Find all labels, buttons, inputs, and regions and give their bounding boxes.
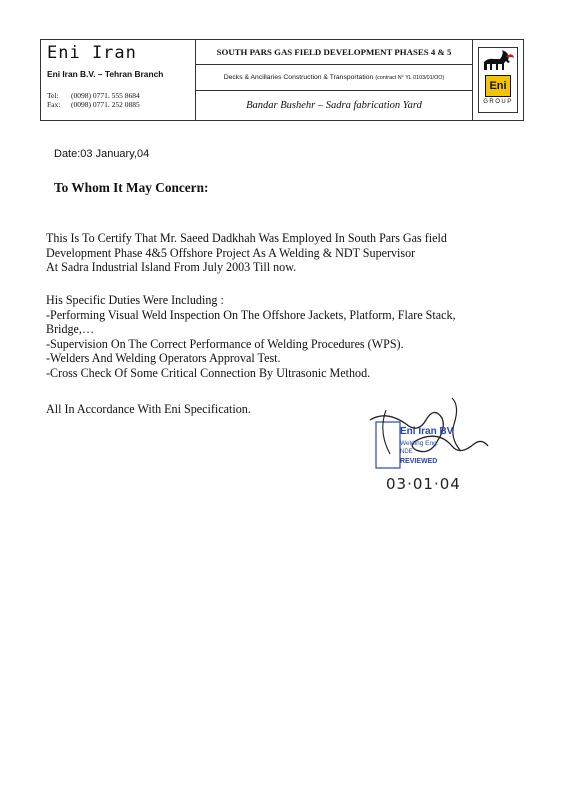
stamp-reviewed: REVIEWED [400,458,438,465]
company-block [41,40,196,120]
logo-text: Eni [489,80,507,92]
scope-text: Decks & Ancillaries Construction & Transportation [223,74,374,81]
paragraph-certification: This Is To Certify That Mr. Saeed Dadkhah Was Employed In South Pars Gas field Development Phase 4&5 Offshore Project As A Welding & NDT Supervisor At Sadra Industrial Island From July 2003 Till now. [46,231,447,274]
signature-stamp [356,380,516,510]
letterhead [40,39,524,121]
scope-row [196,65,472,91]
fax-value: (0098) 0771. 252 0885 [71,100,140,109]
handwritten-date: 03·01·04 [386,475,461,493]
logo-block [473,40,523,120]
logo-group: GROUP [483,99,513,105]
eni-badge [485,75,511,97]
branch-name: Eni Iran B.V. – Tehran Branch [47,69,164,79]
contract-number: (contract N° YL 0103/01/OO) [375,74,445,81]
company-title: Eni Iran [47,43,137,63]
stamp-dept: Welding Eng. [400,440,439,447]
stamp-nde: NDE [400,449,413,455]
paragraph-duties: His Specific Duties Were Including : -Performing Visual Weld Inspection On The Offshore Jackets, Platform, Flare Stack, Bridge,… -Supervision On The Correct Performance of Welding Procedures (WPS). -Welders And Welding Operators Approval Test. -Cross Check Of Some Critical Connection By Ultrasonic Method. [46,293,456,380]
eni-logo [478,47,518,113]
paragraph-closing: All In Accordance With Eni Specification. [46,402,251,416]
tel-label: Tel: [47,91,59,100]
location-text: Bandar Bushehr – Sadra fabrication Yard [246,100,422,111]
stamp-company: Eni Iran BV [400,426,454,437]
project-title: SOUTH PARS GAS FIELD DEVELOPMENT PHASES 4 & 5 [196,40,472,65]
letter-date: Date:03 January,04 [54,148,150,160]
fax-label: Fax: [47,100,61,109]
project-block [196,40,473,120]
contact-block [47,91,189,109]
tel-value: (0098) 0771. 555 8684 [71,91,140,100]
six-legged-dog-icon [480,48,516,74]
salutation: To Whom It May Concern: [54,180,209,195]
